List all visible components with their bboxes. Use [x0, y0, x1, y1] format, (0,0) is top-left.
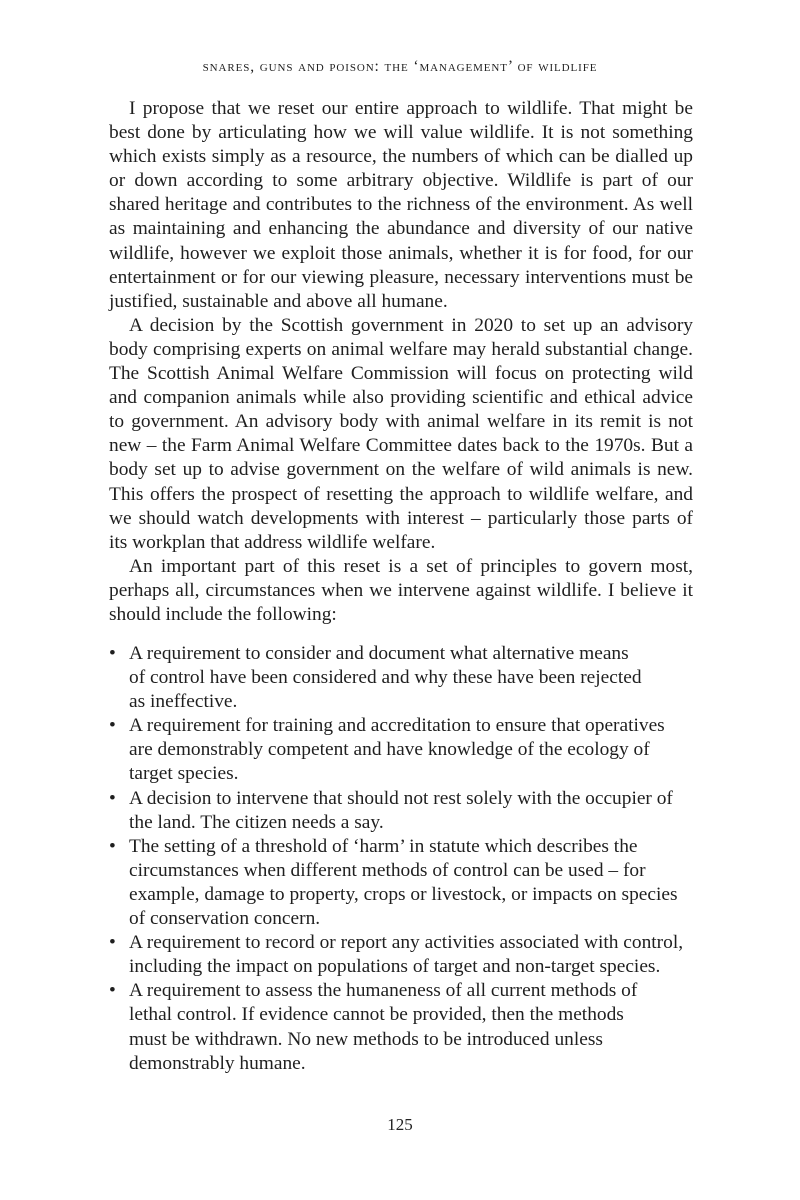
list-item-line: the land. The citizen needs a say. [129, 811, 384, 833]
bullet-icon: • [109, 980, 116, 1002]
list-item-line: as ineffective. [129, 691, 238, 713]
list-item-line: demonstrably humane. [129, 1052, 306, 1074]
list-item [109, 642, 684, 714]
body-text [109, 97, 693, 627]
list-item-line: A requirement to assess the humaneness of all current methods of [129, 980, 638, 1002]
bullet-icon: • [109, 835, 116, 857]
list-item-line: circumstances when different methods of control can be used – for [129, 859, 646, 881]
list-item [109, 787, 684, 835]
principles-list [109, 642, 684, 1076]
list-item [109, 979, 684, 1075]
list-item-line: A requirement to consider and document what alternative means [129, 643, 629, 664]
list-item-line: are demonstrably competent and have knowledge of the ecology of [129, 739, 650, 761]
list-item [109, 835, 684, 931]
bullet-icon: • [109, 932, 116, 954]
paragraph-3: An important part of this reset is a set of principles to govern most, perhaps all, circumstances when we intervene against wildlife. I believe it should include the following: [109, 555, 693, 625]
running-head: snares, guns and poison: the ‘management’ of wildlife [202, 58, 598, 75]
list-item-line: lethal control. If evidence cannot be provided, then the methods [129, 1004, 624, 1026]
page-number: 125 [387, 1115, 413, 1134]
list-item-line: must be withdrawn. No new methods to be introduced unless [129, 1028, 603, 1050]
list-item [109, 714, 684, 786]
list-item-line: example, damage to property, crops or livestock, or impacts on species [129, 883, 678, 905]
list-item-line: A decision to intervene that should not rest solely with the occupier of [129, 787, 673, 809]
paragraph-1: I propose that we reset our entire approach to wildlife. That might be best done by articulating how we will value wildlife. It is not something which exists simply as a resource, the numbers of which can be dialled up or down according to some arbitrary objective. Wildlife is part of our shared heritage and contributes to the richness of the environment. As well as maintaining and enhancing the abundance and diversity of our native wildlife, however we exploit those animals, whether it is for food, for our entertainment or for our viewing pleasure, necessary interventions must be justified, sustainable and above all humane. [109, 98, 693, 312]
bullet-icon: • [109, 643, 116, 664]
list-item-line: A requirement for training and accreditation to ensure that operatives [129, 715, 665, 737]
paragraph-2: A decision by the Scottish government in 2020 to set up an advisory body comprising experts on animal welfare may herald substantial change. The Scottish Animal Welfare Commission will focus on protecting wild and companion animals while also providing scientific and ethical advice to government. An advisory body with animal welfare in its remit is not new – the Farm Animal Welfare Committee dates back to the 1970s. But a body set up to advise government on the welfare of wild animals is new. This offers the prospect of resetting the approach to wildlife welfare, and we should watch developments with interest – particularly those parts of its workplan that address wildlife welfare. [109, 314, 693, 553]
list-item-line: target species. [129, 763, 239, 785]
list-item-line: of control have been considered and why these have been rejected [129, 667, 642, 689]
list-item-line: of conservation concern. [129, 908, 321, 930]
list-item-line: The setting of a threshold of ‘harm’ in statute which describes the [129, 835, 638, 857]
bullet-icon: • [109, 787, 116, 809]
list-item [109, 931, 684, 979]
list-item-line: including the impact on populations of target and non-target species. [129, 956, 661, 978]
list-item-line: A requirement to record or report any activities associated with control, [129, 932, 684, 954]
bullet-icon: • [109, 715, 116, 737]
